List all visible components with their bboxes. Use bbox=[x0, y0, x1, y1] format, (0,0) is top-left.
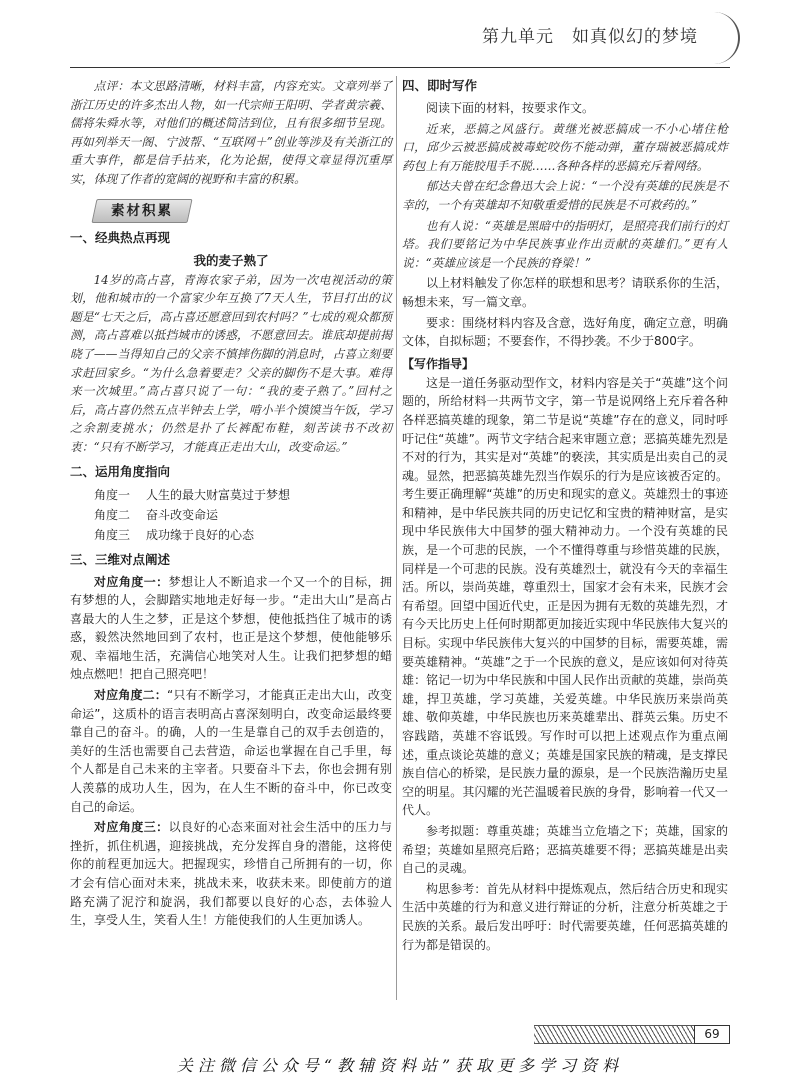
writing-question: 以上材料触发了你怎样的联想和思考？请联系你的生活，畅想未来，写一篇文章。 bbox=[402, 276, 728, 309]
header-rule bbox=[70, 67, 730, 68]
writing-requirements: 要求：围绕材料内容及含意，选好角度，确定立意，明确文体，自拟标题；不要套作，不得抄袭。不少于800字。 bbox=[402, 315, 728, 349]
section-heading-writing: 四、即时写作 bbox=[402, 78, 478, 93]
section-heading-3d: 三、三维对点阐述 bbox=[70, 551, 171, 567]
guide-analysis: 这是一道任务驱动型作文，材料内容是关于“英雄”这个问题的，所给材料一共两节文字，第一节是说网络上充斥着各种各样恶搞英雄的现象，第二节是说“英雄”存在的意义，同时呼吁记住“英雄”。两节文字结合起来审题立意；恶搞英雄先烈是不对的行为，其实是对“英雄”的亵渎，其实质是出卖自己的灵魂。显然，把恶搞英雄先烈当作娱乐的行为是应该被否定的。考生要正确理解“英雄”的历史和现实的意义。英雄烈士的事迹和精神，是中华民族共同的历史记忆和宝贵的精神财富，是实现中华民族伟大中国梦的强大精神动力。一个没有英雄的民族，是一个可悲的民族，一个不懂得尊重与珍惜英雄的民族，同样是一个可悲的民族。没有英雄烈士，就没有今天的幸福生活。所以，崇尚英雄，尊重烈士，国家才会有未来，民族才会有希望。回望中国近代史，正是因为拥有无数的英雄先烈，才有今天比历史上任何时期都更加接近实现中华民族伟大复兴的目标。实现中华民族伟大复兴的中国梦的目标，需要英雄，需要英雄精神。“英雄”之于一个民族的意义，是应该如何对待英雄：铭记一切为中华民族和中国人民作出贡献的英雄，崇尚英雄，捍卫英雄，学习英雄，关爱英雄。中华民族历来崇尚英雄、敬仰英雄，中华民族也历来英雄辈出、群英云集。历史不容践踏，英雄不容诋毁。写作时可以把上述观点作为重点阐述，重点谈论英雄的意义；英雄是国家民族的精魂，是支撑民族自信心的桥梁，是民族力量的源泉，是一个民族浩瀚历史星空的明星。其闪耀的光芒温暖着民族的身骨，影响着一代又一代人。 bbox=[402, 375, 728, 818]
angle-two-label: 对应角度二： bbox=[94, 688, 167, 703]
angle-one-paragraph bbox=[70, 573, 392, 685]
story-body: 14岁的高占喜，青海农家子弟，因为一次电视活动的策划，他和城市的一个富家少年互换了7天人生，节目打出的议题是“七天之后，高占喜还愿意回到农村吗？”七成的观众都预测，高占喜难以抵挡城市的诱惑，不愿意回去。谁底却提前揭晓了——当得知自己的父亲不慎摔伤脚的消息时，占喜立刻要求赶回家乡。“为什么急着要走？父亲的脚伤不是大事。难得来一次城里。”高占喜只说了一句：“我的麦子熟了。”回村之后，高占喜仍然五点半钟去上学，啃小半个馍馍当午饭，学习之余割麦挑水；仍然是扑了长裤配布鞋，刻苦读书不改初衷：“只有不断学习，才能真正走出大山，改变命运。” bbox=[70, 272, 392, 454]
angle-one-label: 对应角度一： bbox=[94, 574, 169, 589]
section-heading-hot-topics: 一、经典热点再现 bbox=[70, 229, 171, 245]
header-bracket-ornament bbox=[708, 12, 740, 64]
material-two: 郁达夫曾在纪念鲁迅大会上说：“一个没有英雄的民族是不幸的，一个有英雄却不知敬重爱惜的民族是不可救药的。” bbox=[402, 179, 728, 212]
material-three: 也有人说：“英雄是黑暗中的指明灯，是照亮我们前行的灯塔。我们要铭记为中华民族事业作出贡献的英雄们。”更有人说：“英雄应该是一个民族的脊梁！” bbox=[402, 218, 728, 270]
angle-three-text: 以良好的心态来面对社会生活中的压力与挫折，抓住机遇，迎接挑战，充分发挥自身的潜能，这将使你的前程更加远大。把握现实，珍惜自己所拥有的一切，你才会有信心面对未来，挑战未来，收获未来。即使前方的道路充满了泥泞和旋涡，我们都要以良好的心态，去体验人生，享受人生，笑看人生！方能使我们的人生更加诱人。 bbox=[70, 820, 392, 928]
angle-label: 角度三 bbox=[94, 527, 131, 542]
angle-one-text: 梦想让人不断追求一个又一个的目标，拥有梦想的人，会脚踏实地地走好每一步。“走出大山”是高占喜最大的人生之梦，正是这个梦想，使他抵挡住了城市的诱惑，毅然决然地回到了农村，也正是这个梦想，使他能够乐观、幸福地生活，充满信心地笑对人生。让我们把梦想的蜡烛点燃吧！把自己照亮吧！ bbox=[70, 574, 392, 682]
angle-item bbox=[70, 505, 392, 525]
writing-instruction: 阅读下面的材料，按要求作文。 bbox=[426, 101, 595, 115]
angle-item bbox=[70, 525, 392, 545]
section-banner bbox=[94, 199, 190, 223]
footer-note: 关注微信公众号“教辅资料站”获取更多学习资料 bbox=[176, 1056, 624, 1075]
angle-label: 角度一 bbox=[94, 487, 131, 502]
section-heading-angles: 二、运用角度指向 bbox=[70, 463, 171, 479]
unit-title: 第九单元 如真似幻的梦境 bbox=[482, 27, 698, 47]
idea-reference: 构思参考：首先从材料中提炼观点，然后结合历史和现实生活中英雄的行为和意义进行辩证的分析，注意分析英雄之于民族的关系。最后发出呼吁：时代需要英雄，任何恶搞英雄的行为都是错误的。 bbox=[402, 881, 728, 952]
angle-three-label: 对应角度三： bbox=[94, 820, 169, 835]
writing-guide-label: 【写作指导】 bbox=[402, 356, 475, 371]
angle-three-paragraph bbox=[70, 818, 392, 930]
banner-text: 素材积累 bbox=[111, 202, 173, 219]
angle-two-text: “只有不断学习，才能真正走出大山，改变命运”，这质朴的语言表明高占喜深刻明白，改变命运最终要靠自己的奋斗。的确，人的一生是靠自己的双手去创造的，美好的生活也需要自己去营造，命运也掌握在自己手里，每个人都是自己未来的主宰者。只要奋斗下去，你也会拥有别人羡慕的成功人生，因为，在人生不断的奋斗中，你已改变自己的命运。 bbox=[70, 688, 392, 814]
left-column bbox=[70, 77, 392, 930]
review-comment: 点评：本文思路清晰，材料丰富，内容充实。文章列举了浙江历史的许多杰出人物，如一代宗师王阳明、学者黄宗羲、儒将朱舜水等，对他们的概述简洁到位，且有很多细节呈现。再如列举天一阁、宁波帮、“互联网＋”创业等涉及有关浙江的重大事件，都是信手拈来，化为论据，使得文章显得沉重厚实，体现了作者的宽阔的视野和丰富的积累。 bbox=[70, 79, 392, 186]
column-divider bbox=[396, 76, 397, 1000]
page-number: 69 bbox=[694, 1025, 730, 1044]
right-column bbox=[402, 77, 728, 954]
angle-text: 奋斗改变命运 bbox=[146, 507, 219, 522]
angle-item bbox=[70, 485, 392, 505]
story-title: 我的麦子熟了 bbox=[193, 252, 269, 268]
reference-titles: 参考拟题：尊重英雄；英雄当立危墙之下；英雄，国家的希望；英雄如星照亮后路；恶搞英雄要不得；恶搞英雄是出卖自己的灵魂。 bbox=[402, 823, 728, 876]
page-number-bar bbox=[534, 1025, 730, 1044]
angle-text: 成功缘于良好的心态 bbox=[146, 527, 255, 542]
angle-two-paragraph bbox=[70, 686, 392, 816]
angle-text: 人生的最大财富莫过于梦想 bbox=[146, 487, 291, 502]
angle-label: 角度二 bbox=[94, 507, 131, 522]
material-one: 近来，恶搞之风盛行。黄继光被恶搞成一不小心堵住枪口，邱少云被恶搞成被毒蛇咬伤不能动弹，董存瑞被恶搞成炸药包上有万能胶甩手不脱……各种各样的恶搞充斥着网络。 bbox=[402, 121, 728, 173]
